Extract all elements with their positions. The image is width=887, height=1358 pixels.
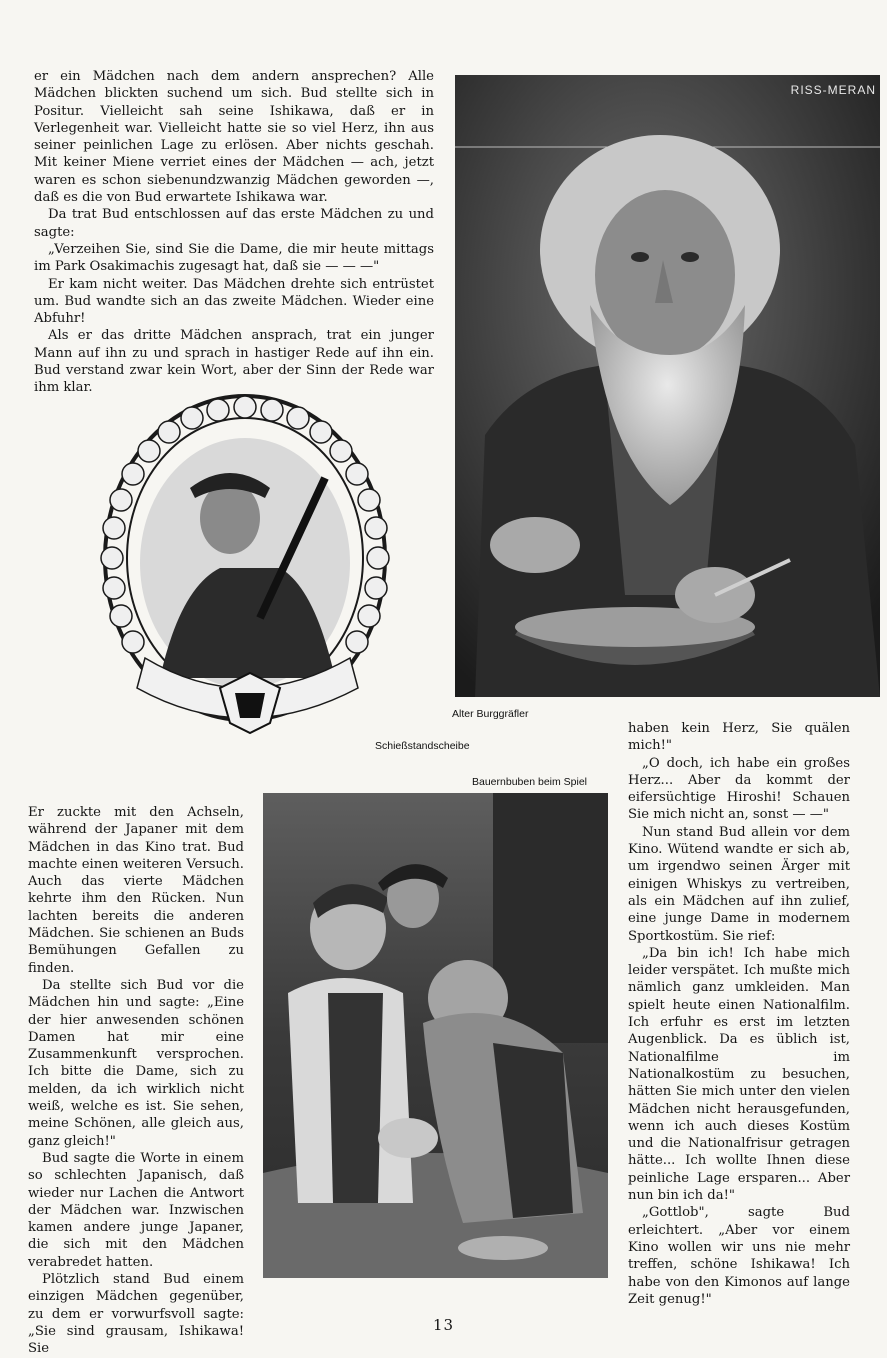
paragraph: haben kein Herz, Sie quälen mich!" xyxy=(628,721,850,754)
paragraph: „Gottlob", sagte Bud erleichtert. „Aber vor einem Kino wollen wir uns nie mehr treffen, schöne Ishikawa! Ich habe von den Kimonos auf lange Zeit genug!" xyxy=(628,1205,850,1307)
shooting-target-image xyxy=(100,388,398,748)
old-man-painting xyxy=(455,75,880,697)
caption-boys: Bauernbuben beim Spiel xyxy=(472,776,587,788)
peasant-boys-painting xyxy=(263,793,608,1278)
paragraph: Nun stand Bud allein vor dem Kino. Wütend wandte er sich ab, um irgendwo seinen Ärger mit einigen Whiskys zu vertreiben, als ein Mädchen auf ihn zulief, eine junge Dame in modernem Sportkostüm. Sie rief: xyxy=(628,824,850,944)
bottom-left-text-column xyxy=(28,804,244,1358)
paragraph: er ein Mädchen nach dem andern ansprechen? Alle Mädchen blickten suchend um sich. Bud stellte sich in Positur. Vielleicht sah seine Ishikawa, daß er in Verlegenheit war. Vielleicht hatte sie so viel Herz, ihn aus seiner peinlichen Lage zu erlösen. Aber nichts geschah. Mit keiner Miene verriet eines der Mädchen — ach, jetzt waren es schon siebenundzwanzig Mädchen geworden —, daß es die von Bud erwartete Ishikawa war. xyxy=(34,69,434,206)
top-text-column xyxy=(34,68,434,397)
paragraph: Plötzlich stand Bud einem einzigen Mädchen gegenüber, zu dem er vorwurfsvoll sagte: „Sie sind grausam, Ishikawa! Sie xyxy=(28,1272,244,1357)
paragraph: Bud sagte die Worte in einem so schlechten Japanisch, daß wieder nur Lachen die Antwort der Mädchen war. Inzwischen kamen andere junge Japaner, die sich mit den Mädchen verabredet hatten. xyxy=(28,1150,244,1270)
peasant-boys-image xyxy=(263,793,608,1278)
paragraph: „O doch, ich habe ein großes Herz... Aber da kommt der eifersüchtige Hiroshi! Schauen Sie mich nicht an, sonst — —" xyxy=(628,755,850,823)
paragraph: „Verzeihen Sie, sind Sie die Dame, die mir heute mittags im Park Osakimachis zugesagt hat, daß sie — — —" xyxy=(34,241,434,275)
caption-painting: Alter Burggräfler xyxy=(452,708,529,720)
old-man-painting-image xyxy=(455,75,880,697)
page-number: 13 xyxy=(432,1316,455,1334)
painter-signature: RISS-MERAN xyxy=(790,83,876,97)
shooting-target-illustration xyxy=(100,388,398,748)
paragraph: Als er das dritte Mädchen ansprach, trat ein junger Mann auf ihn zu und sprach in hastiger Rede auf ihn ein. Bud verstand zwar kein Wort, aber der Sinn der Rede war ihm klar. xyxy=(34,328,434,396)
right-text-column xyxy=(628,720,850,1308)
paragraph: Da stellte sich Bud vor die Mädchen hin und sagte: „Eine der hier anwesenden schönen Damen hat mir eine Zusammenkunft versprochen. Ich bitte die Dame, sich zu melden, da ich wirklich nicht weiß, welche es ist. Sie sehen, meine Schönen, alle gleich aus, ganz gleich!" xyxy=(28,977,244,1149)
paragraph: Er kam nicht weiter. Das Mädchen drehte sich entrüstet um. Bud wandte sich an das zweite Mädchen. Wieder eine Abfuhr! xyxy=(34,276,434,327)
paragraph: Da trat Bud entschlossen auf das erste Mädchen zu und sagte: xyxy=(34,207,434,240)
paragraph: Er zuckte mit den Achseln, während der Japaner mit dem Mädchen in das Kino trat. Bud machte einen weiteren Versuch. Auch das vierte Mädchen kehrte ihm den Rücken. Nun lachten bereits die anderen Mädchen. Sie schienen an Buds Bemühungen Gefallen zu finden. xyxy=(28,805,244,976)
paragraph: „Da bin ich! Ich habe mich leider verspätet. Ich mußte mich nämlich ganz umkleiden. Man spielt heute einen Nationalfilm. Ich erfuhr es erst im letzten Augenblick. Da es üblich ist, Nationalfilme im Nationalkostüm zu besuchen, hätten Sie mich unter den vielen Mädchen nicht herausgefunden, wenn ich auch dieses Kostüm und die Nationalfrisur getragen hätte... Ich wollte Ihnen diese peinliche Lage ersparen... Aber nun bin ich da!" xyxy=(628,945,850,1204)
caption-target: Schießstandscheibe xyxy=(375,740,470,752)
